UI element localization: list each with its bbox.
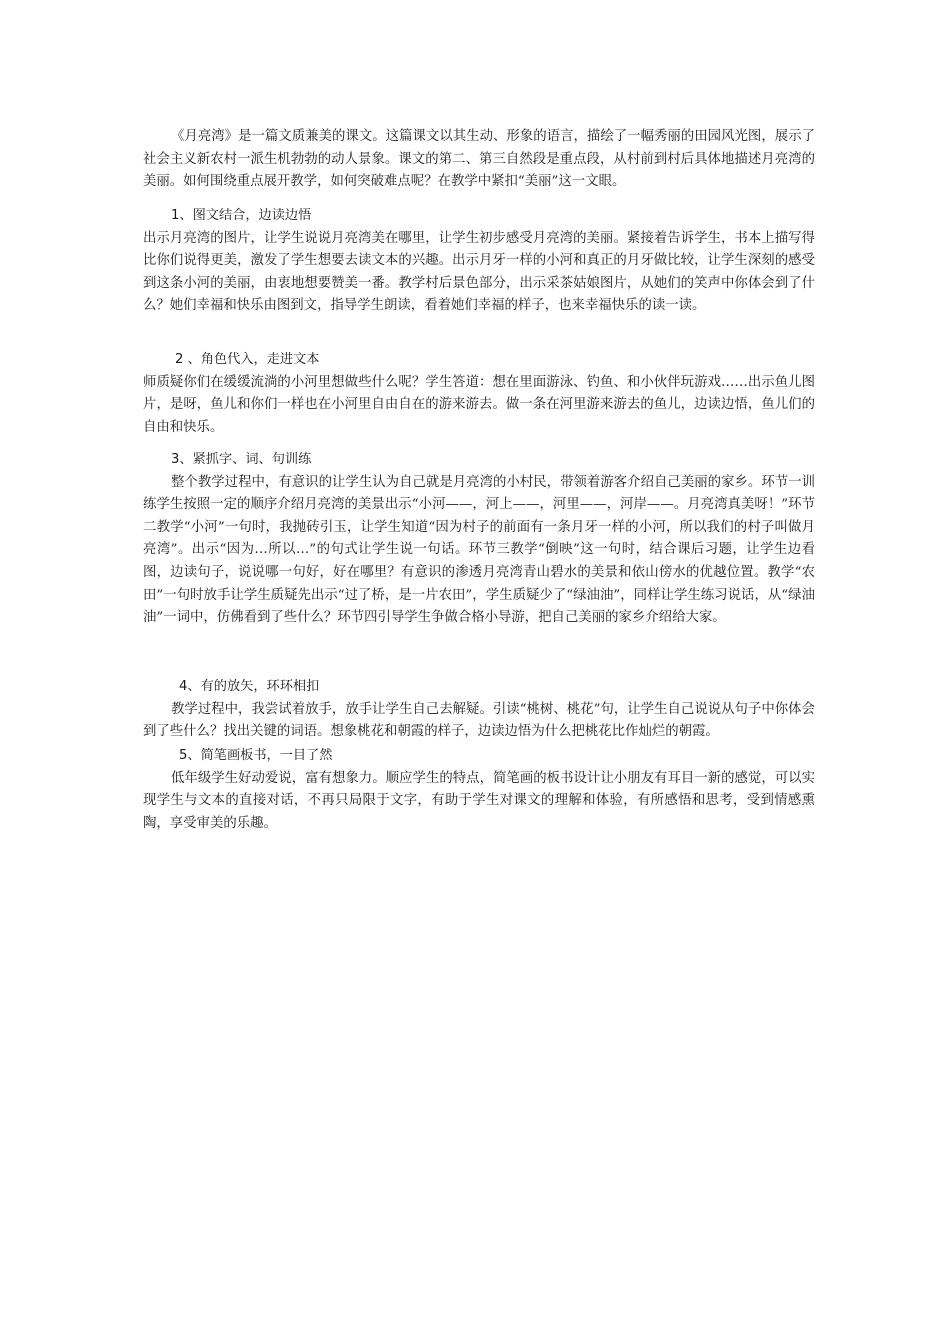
section-3-heading: 3、紧抓字、词、句训练 (171, 452, 312, 467)
section-4-body: 教学过程中，我尝试着放手，放手让学生自己去解疑。引读“桃树、桃花”句，让学生自己说说从句子中你体会到了些什么？找出关键的词语。想象桃花和朝霞的样子，边读边悟为什么把桃花比作灿烂的朝霞。 (143, 701, 815, 740)
section-1-body: 出示月亮湾的图片，让学生说说月亮湾美在哪里，让学生初步感受月亮湾的美丽。紧接着告诉学生，书本上描写得比你们说得更美，激发了学生想要去读文本的兴趣。出示月牙一样的小河和真正的月牙做比较，让学生深刻的感受到这条小河的美丽，由衷地想要赞美一番。教学村后景色部分，出示采茶姑娘图片，从她们的笑声中你体会到了什么？她们幸福和快乐由图到文，指导学生朗读，看着她们幸福的样子，也来幸福快乐的读一读。 (143, 230, 815, 314)
section-3-body: 整个教学过程中，有意识的让学生认为自己就是月亮湾的小村民，带领着游客介绍自己美丽的家乡。环节一训练学生按照一定的顺序介绍月亮湾的美景出示“小河——，河上——，河里——，河岸——。月亮湾真美呀！”环节二教学“小河”一句时，我抛砖引玉，让学生知道“因为村子的前面有一条月牙一样的小河，所以我们的村子叫做月亮湾”。出示“因为…所以…”的句式让学生说一句话。环节三教学“倒映”这一句时，结合课后习题，让学生边看图，边读句子，说说哪一句好，好在哪里？有意识的渗透月亮湾青山碧水的美景和依山傍水的优越位置。教学“农田”一句时放手让学生质疑先出示“过了桥，是一片农田”，学生质疑少了“绿油油”，同样让学生练习说话，从“绿油油”一词中，仿佛看到了些什么？环节四引导学生争做合格小导游，把自己美丽的家乡介绍给大家。 (143, 474, 815, 626)
intro-paragraph (143, 126, 815, 194)
section-2-heading: 2 、角色代入，走进文本 (175, 352, 320, 367)
section-2 (143, 349, 815, 439)
section-5-heading: 5、简笔画板书，一目了然 (179, 748, 333, 763)
section-5-body: 低年级学生好动爱说，富有想象力。顺应学生的特点，简笔画的板书设计让小朋友有耳目一新的感觉，可以实现学生与文本的直接对话，不再只局限于文字，有助于学生对课文的理解和体验，有所感悟和思考，受到情感熏陶，享受审美的乐趣。 (143, 770, 815, 831)
section-5 (143, 745, 815, 835)
intro-text: 《月亮湾》是一篇文质兼美的课文。这篇课文以其生动、形象的语言，描绘了一幅秀丽的田园风光图，展示了社会主义新农村一派生机勃勃的动人景象。课文的第二、第三自然段是重点段，从村前到村后具体地描述月亮湾的美丽。如何围绕重点展开教学，如何突破难点呢？在教学中紧扣“美丽”这一文眼。 (143, 129, 815, 190)
section-3 (143, 449, 815, 630)
section-4-heading: 4、有的放矢，环环相扣 (179, 679, 320, 694)
section-1 (143, 205, 815, 318)
section-2-body: 师质疑你们在缓缓流淌的小河里想做些什么呢？学生答道：想在里面游泳、钓鱼、和小伙伴玩游戏……出示鱼儿图片，是呀，鱼儿和你们一样也在小河里自由自在的游来游去。做一条在河里游来游去的鱼儿，边读边悟，鱼儿们的自由和快乐。 (143, 374, 815, 435)
section-1-heading: 1、图文结合，边读边悟 (171, 208, 312, 223)
section-4 (143, 676, 815, 744)
